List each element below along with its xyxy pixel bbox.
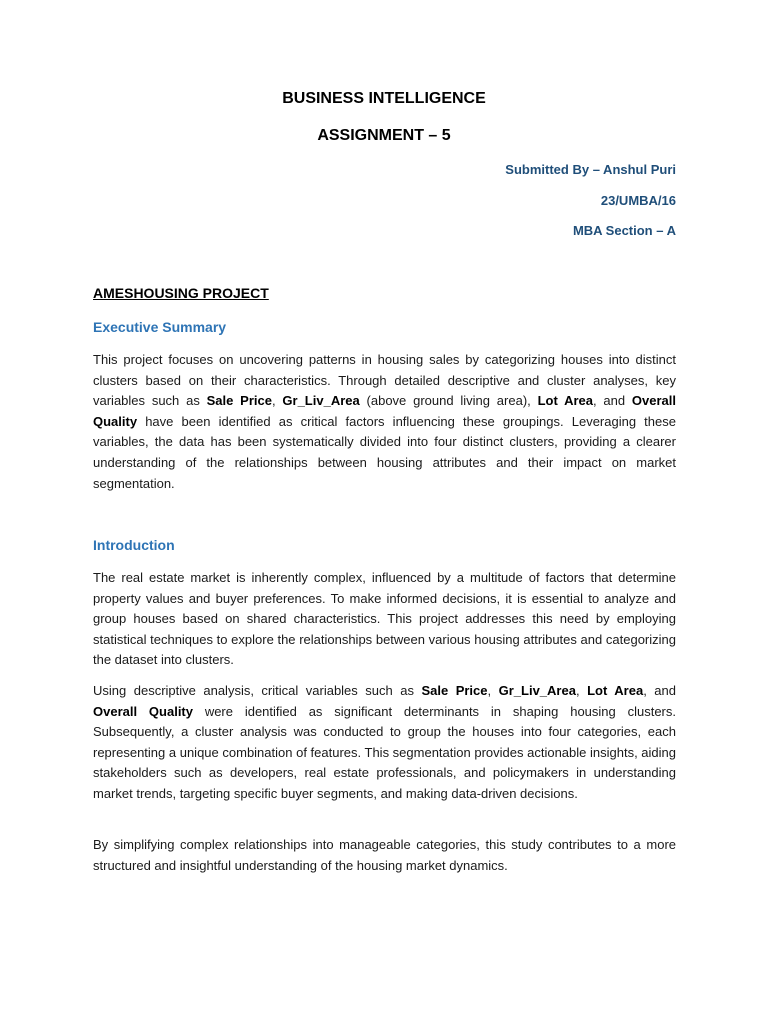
document-title: BUSINESS INTELLIGENCE: [282, 90, 486, 107]
keyword-gr-liv-area: Gr_Liv_Area: [498, 683, 576, 698]
introduction-paragraph-3: By simplifying complex relationships into manageable categories, this study contributes to a more structured and insightful understanding of the housing market dynamics.: [93, 837, 676, 873]
introduction-heading: Introduction: [93, 537, 175, 553]
keyword-sale-price: Sale Price: [421, 683, 488, 698]
introduction-paragraph-2: Using descriptive analysis, critical variables such as Sale Price, Gr_Liv_Area, Lot Area, and Overall Quality were identified as significant determinants in shaping housing clusters. Subsequently, a cluster analysis was conducted to group the houses into four categories, each representing a unique combination of features. This segmentation provides actionable insights, aiding stakeholders such as developers, real estate professionals, and policymakers in understanding market trends, targeting specific buyer segments, and making data-driven decisions.: [93, 683, 676, 801]
keyword-lot-area: Lot Area: [587, 683, 644, 698]
keyword-sale-price: Sale Price: [206, 393, 272, 409]
mba-section: MBA Section – A: [572, 223, 676, 238]
submitted-by: Submitted By – Anshul Puri: [505, 162, 676, 177]
executive-summary-paragraph: This project focuses on uncovering patterns in housing sales by categorizing houses into distinct clusters based on their characteristics. Through detailed descriptive and cluster analyses, key variables such as Sale Price, Gr_Liv_Area (above ground living area), Lot Area, and Overall Quality have been identified as critical factors influencing these groupings. Leveraging these variables, the data has been systematically divided into four distinct clusters, providing a clearer understanding of the relationships between housing attributes and their impact on market segmentation.: [93, 352, 676, 491]
keyword-lot-area: Lot Area: [537, 393, 593, 409]
introduction-paragraph-1: The real estate market is inherently complex, influenced by a multitude of factors that determine property values and buyer preferences. To make informed decisions, it is essential to analyze and group houses based on shared characteristics. This project addresses this need by employing statistical techniques to explore the relationships between various housing attributes and categorizing the dataset into clusters.: [93, 570, 676, 668]
keyword-overall-quality: Overall Quality: [93, 393, 676, 429]
project-title: AMESHOUSING PROJECT: [93, 285, 269, 301]
keyword-gr-liv-area: Gr_Liv_Area: [282, 393, 360, 409]
assignment-title: ASSIGNMENT – 5: [317, 127, 451, 144]
roll-number: 23/UMBA/16: [600, 193, 676, 208]
keyword-overall-quality: Overall Quality: [93, 703, 193, 719]
executive-summary-heading: Executive Summary: [93, 319, 227, 335]
